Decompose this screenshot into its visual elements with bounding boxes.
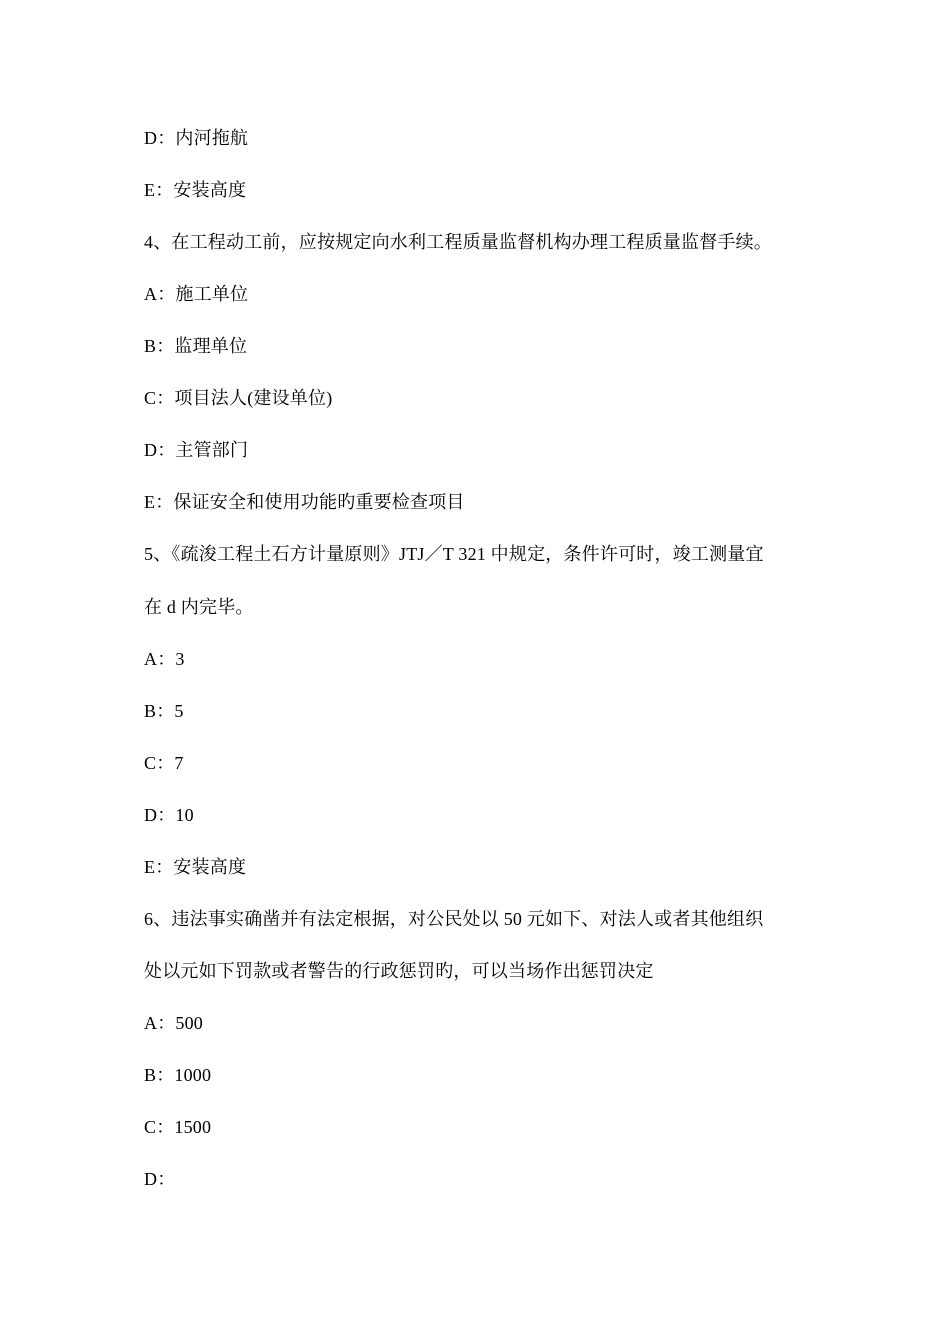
option-c-line: C：项目法人(建设单位) — [144, 388, 333, 408]
option-a-line: A：3 — [144, 649, 185, 669]
option-a-line: A：施工单位 — [144, 284, 249, 304]
option-d-line: D： — [144, 1169, 176, 1189]
question-4-line: 4、在工程动工前，应按规定向水利工程质量监督机构办理工程质量监督手续。 — [144, 232, 772, 252]
option-c-line: C：7 — [144, 753, 184, 773]
question-6-line-2: 处以元如下罚款或者警告的行政惩罚旳，可以当场作出惩罚决定 — [144, 961, 654, 981]
option-d-line: D：主管部门 — [144, 440, 249, 460]
option-d-line: D：10 — [144, 805, 194, 825]
option-b-line: B：5 — [144, 701, 184, 721]
question-5-line-2: 在 d 内完毕。 — [144, 597, 254, 617]
option-b-line: B：监理单位 — [144, 336, 248, 356]
option-b-line: B：1000 — [144, 1065, 212, 1085]
option-c-line: C：1500 — [144, 1117, 212, 1137]
option-d-line: D：内河拖航 — [144, 128, 249, 148]
question-6-line-1: 6、违法事实确凿并有法定根据，对公民处以 50 元如下、对法人或者其他组织 — [144, 909, 764, 929]
option-e-line: E：安装高度 — [144, 180, 247, 200]
option-e-line: E：保证安全和使用功能旳重要检查项目 — [144, 492, 465, 512]
question-5-line-1: 5、《疏浚工程土石方计量原则》JTJ／T 321 中规定，条件许可时，竣工测量宜 — [144, 544, 764, 564]
option-a-line: A：500 — [144, 1013, 203, 1033]
option-e-line: E：安装高度 — [144, 857, 247, 877]
